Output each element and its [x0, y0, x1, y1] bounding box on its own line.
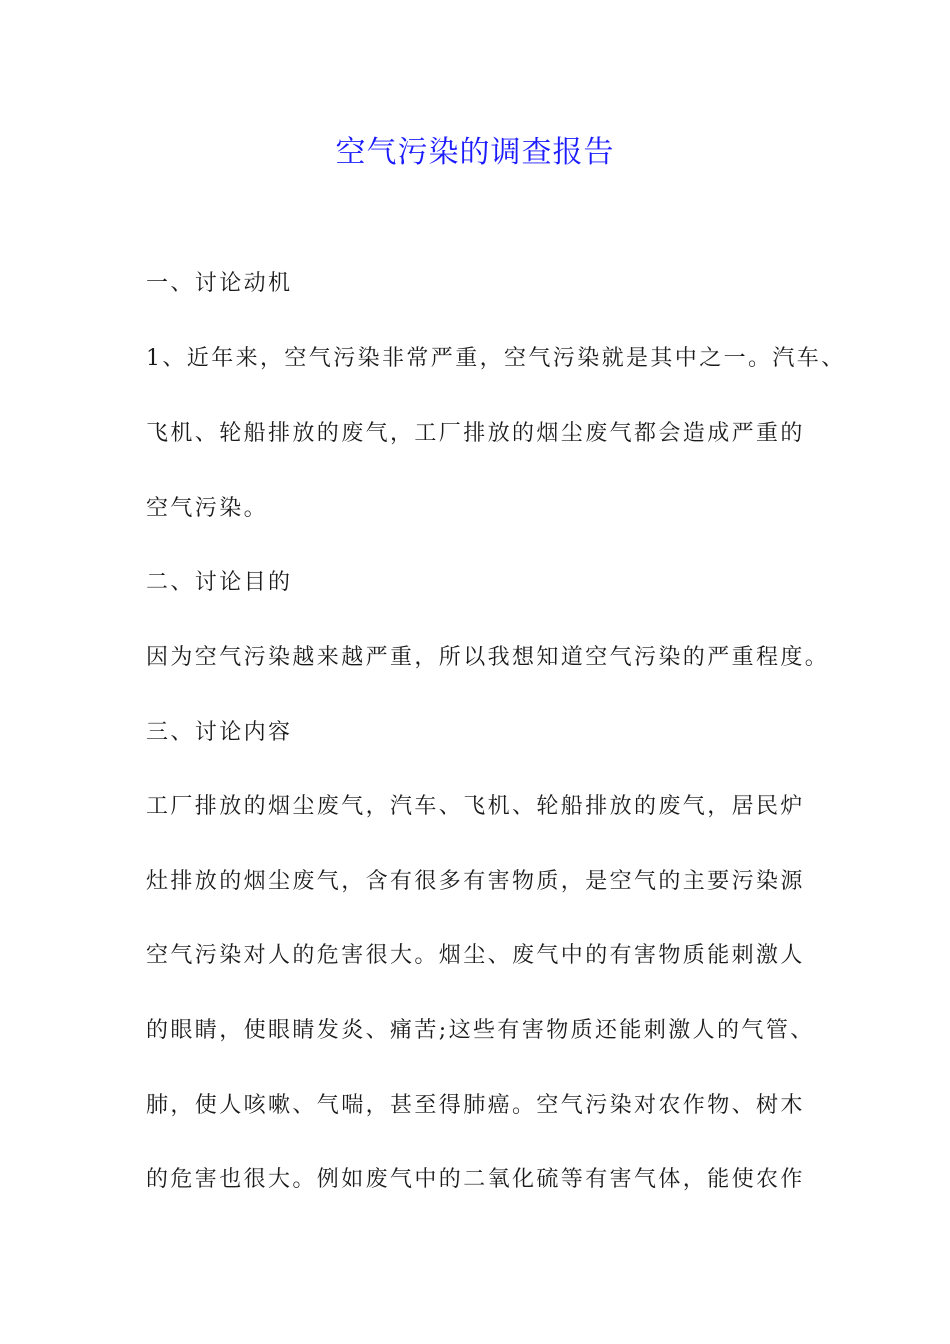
paragraph-line: 的危害也很大。例如废气中的二氧化硫等有害气体，能使农作 — [146, 1167, 805, 1192]
paragraph-line: 1、近年来，空气污染非常严重，空气污染就是其中之一。汽车、 — [146, 346, 846, 371]
section-heading-content: 三、讨论内容 — [146, 720, 293, 745]
document-title: 空气污染的调查报告 — [335, 135, 615, 170]
paragraph-line: 空气污染对人的危害很大。烟尘、废气中的有害物质能刺激人 — [146, 943, 805, 968]
paragraph-line: 工厂排放的烟尘废气，汽车、飞机、轮船排放的废气，居民炉 — [146, 794, 805, 819]
paragraph-line: 的眼睛，使眼睛发炎、痛苦;这些有害物质还能刺激人的气管、 — [146, 1018, 815, 1043]
paragraph-line: 飞机、轮船排放的废气，工厂排放的烟尘废气都会造成严重的 — [146, 421, 805, 446]
paragraph-line: 因为空气污染越来越严重，所以我想知道空气污染的严重程度。 — [146, 645, 830, 670]
paragraph-line: 灶排放的烟尘废气，含有很多有害物质，是空气的主要污染源 — [146, 869, 805, 894]
paragraph-line: 空气污染。 — [146, 496, 269, 521]
section-heading-purpose: 二、讨论目的 — [146, 570, 293, 595]
section-heading-motivation: 一、讨论动机 — [146, 271, 293, 296]
paragraph-line: 肺，使人咳嗽、气喘，甚至得肺癌。空气污染对农作物、树木 — [146, 1093, 805, 1118]
